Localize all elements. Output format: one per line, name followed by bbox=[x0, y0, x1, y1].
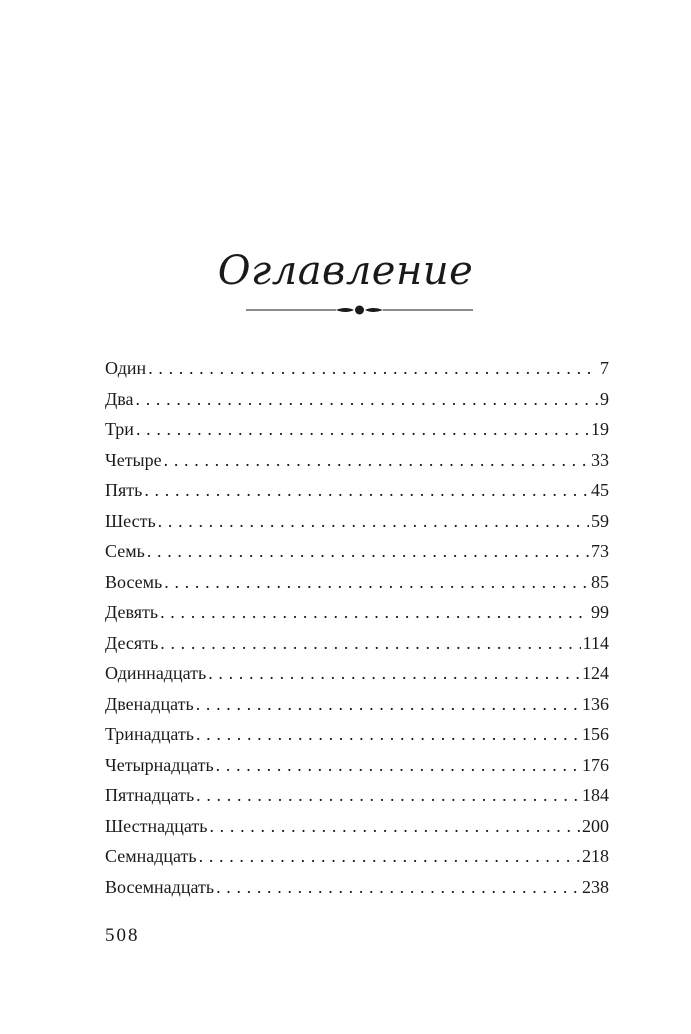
toc-entry[interactable] bbox=[105, 811, 609, 842]
toc-entry-title: Шестнадцать bbox=[105, 815, 208, 836]
page-number: 508 bbox=[105, 925, 140, 946]
dot-leader bbox=[196, 719, 580, 750]
toc-entry-title: Четырнадцать bbox=[105, 754, 214, 775]
toc-entry-title: Семнадцать bbox=[105, 846, 197, 866]
dot-leader bbox=[160, 597, 589, 628]
toc-entry-page: 156 bbox=[582, 724, 609, 744]
toc-entry[interactable] bbox=[105, 872, 609, 903]
toc-entry-page: 73 bbox=[591, 541, 609, 561]
dot-leader bbox=[199, 841, 580, 872]
dot-leader bbox=[148, 353, 598, 384]
toc-entry-page: 114 bbox=[582, 632, 609, 653]
toc-entry-page: 184 bbox=[582, 785, 609, 805]
toc-entry-page: 218 bbox=[582, 846, 609, 866]
toc-entry-title: Пять bbox=[105, 480, 143, 500]
toc-entry[interactable] bbox=[105, 780, 609, 811]
toc-entry-page: 59 bbox=[591, 510, 609, 531]
toc-entry-title: Восемь bbox=[105, 571, 163, 592]
page-title: Оглавление bbox=[217, 248, 474, 294]
toc-entry-page: 7 bbox=[600, 358, 609, 378]
dot-leader bbox=[147, 536, 589, 567]
dot-leader bbox=[216, 750, 580, 781]
dot-leader bbox=[144, 475, 589, 506]
dot-leader bbox=[196, 689, 580, 720]
dot-leader bbox=[216, 872, 580, 903]
toc-entry[interactable] bbox=[105, 536, 609, 567]
toc-entry-title: Десять bbox=[105, 632, 159, 653]
toc-entry-page: 136 bbox=[582, 693, 609, 714]
toc-entry-title: Пятнадцать bbox=[105, 785, 195, 805]
toc-entry-page: 238 bbox=[582, 876, 609, 897]
toc-entry[interactable] bbox=[105, 567, 609, 598]
toc-entry-page: 9 bbox=[600, 388, 609, 409]
toc-entry-title: Один bbox=[105, 358, 147, 378]
toc-entry[interactable] bbox=[105, 689, 609, 720]
toc-entry[interactable] bbox=[105, 841, 609, 872]
toc-entry-title: Три bbox=[105, 419, 134, 439]
toc-entry[interactable] bbox=[105, 719, 609, 750]
toc-entry[interactable] bbox=[105, 628, 609, 659]
toc-entry-page: 124 bbox=[582, 663, 609, 683]
table-of-contents bbox=[105, 353, 609, 902]
toc-entry-title: Двенадцать bbox=[105, 693, 194, 714]
toc-entry-page: 85 bbox=[591, 571, 609, 592]
toc-entry-title: Два bbox=[105, 388, 134, 409]
toc-entry-page: 200 bbox=[582, 815, 609, 836]
ornament-divider bbox=[246, 300, 473, 320]
dot-leader bbox=[160, 628, 580, 659]
toc-entry[interactable] bbox=[105, 506, 609, 537]
toc-entry[interactable] bbox=[105, 475, 609, 506]
toc-entry[interactable] bbox=[105, 414, 609, 445]
dot-leader bbox=[164, 445, 589, 476]
toc-entry-title: Одиннадцать bbox=[105, 663, 207, 683]
toc-entry-page: 45 bbox=[591, 480, 609, 500]
toc-entry-page: 19 bbox=[591, 419, 609, 439]
dot-leader bbox=[196, 780, 580, 811]
toc-entry[interactable] bbox=[105, 445, 609, 476]
toc-entry[interactable] bbox=[105, 353, 609, 384]
toc-entry[interactable] bbox=[105, 597, 609, 628]
dot-leader bbox=[158, 506, 589, 537]
toc-entry-title: Шесть bbox=[105, 510, 156, 531]
toc-entry-page: 99 bbox=[591, 602, 609, 622]
toc-entry-title: Девять bbox=[105, 602, 159, 622]
dot-leader bbox=[208, 658, 580, 689]
dot-leader bbox=[136, 384, 598, 415]
dot-leader bbox=[209, 811, 580, 842]
toc-entry-page: 176 bbox=[582, 754, 609, 775]
toc-entry-title: Восемнадцать bbox=[105, 876, 215, 897]
toc-entry-title: Четыре bbox=[105, 449, 162, 470]
toc-entry-page: 33 bbox=[591, 449, 609, 470]
dot-leader bbox=[136, 414, 589, 445]
toc-entry[interactable] bbox=[105, 658, 609, 689]
dot-leader bbox=[164, 567, 589, 598]
toc-entry-title: Семь bbox=[105, 541, 145, 561]
toc-entry-title: Тринадцать bbox=[105, 724, 194, 744]
toc-entry[interactable] bbox=[105, 750, 609, 781]
toc-entry[interactable] bbox=[105, 384, 609, 415]
